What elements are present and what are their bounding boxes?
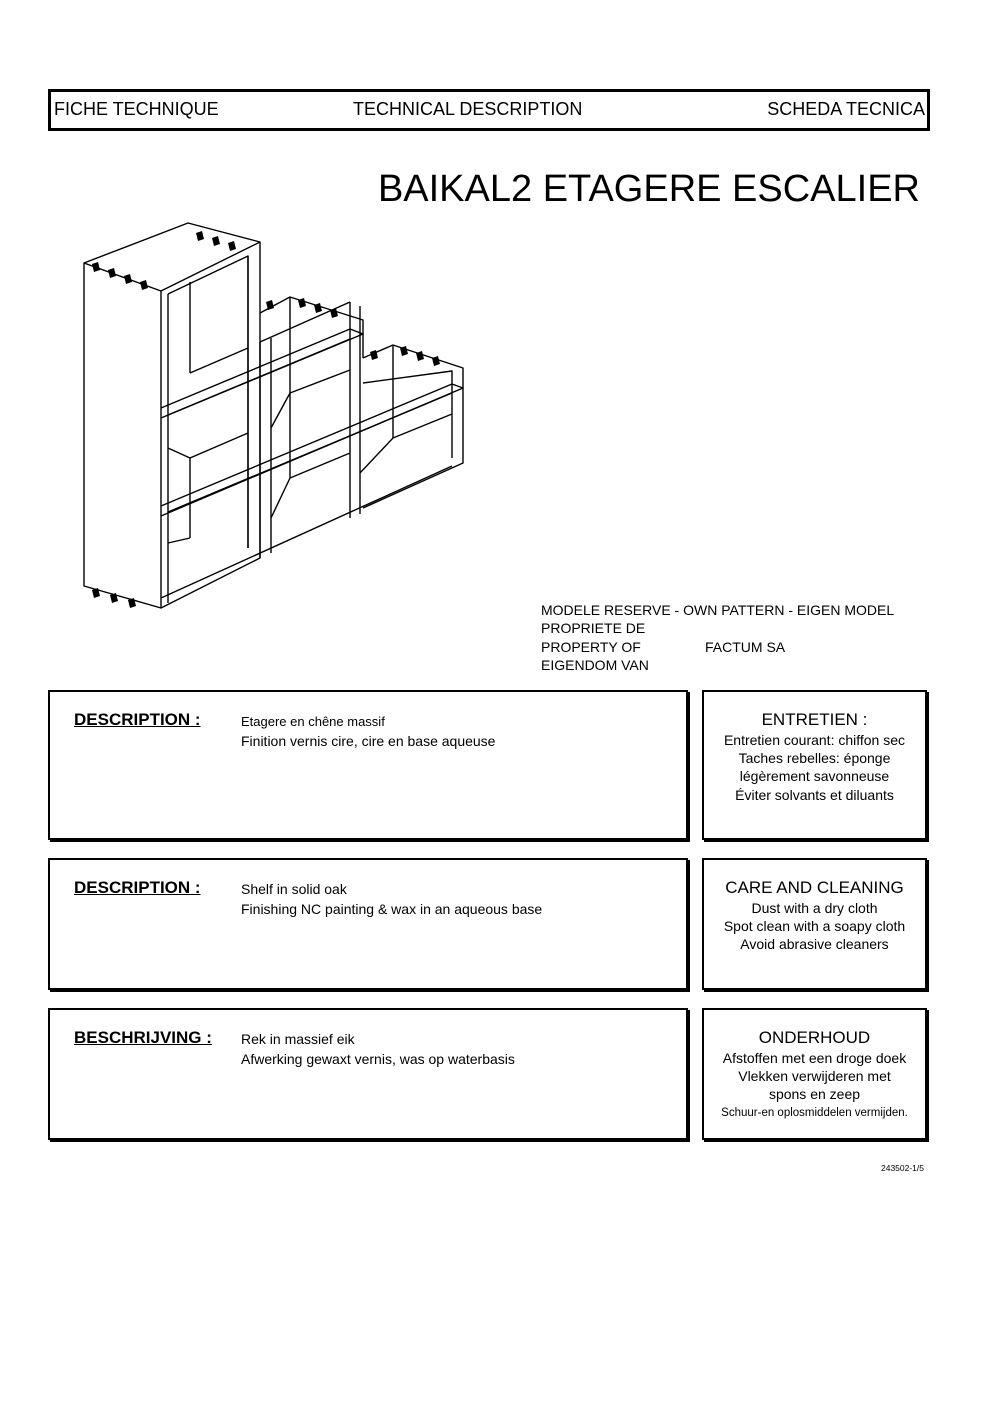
care-line: Entretien courant: chiffon sec	[723, 732, 906, 748]
description-text-en	[241, 880, 542, 919]
ownership-notice	[541, 601, 894, 674]
description-text-nl	[241, 1030, 515, 1069]
document-reference: 243502-1/5	[880, 1163, 924, 1173]
care-line: Afstoffen met een droge doek	[722, 1050, 907, 1066]
care-line: Spot clean with a soapy cloth	[723, 918, 906, 935]
care-heading-nl: ONDERHOUD	[758, 1028, 871, 1047]
description-line: Afwerking gewaxt vernis, was op waterbasis	[241, 1050, 515, 1067]
ownership-line-3-label: PROPERTY OF	[541, 638, 641, 655]
ownership-line-4: EIGENDOM VAN	[541, 656, 649, 673]
header-bar	[48, 89, 930, 131]
care-heading-fr: ENTRETIEN :	[761, 710, 868, 729]
header-right-label: SCHEDA TECNICA	[767, 99, 925, 119]
ownership-line-2: PROPRIETE DE	[541, 620, 646, 637]
tall-column-outline	[84, 223, 260, 608]
care-box-en	[702, 858, 927, 990]
shelf-drawing	[78, 218, 468, 618]
care-box-nl	[702, 1008, 927, 1140]
ownership-line-3	[541, 638, 894, 656]
care-box-fr	[702, 690, 927, 840]
care-line: Schuur-en oplosmiddelen vermijden.	[721, 1106, 908, 1119]
description-box-nl	[48, 1008, 688, 1140]
ownership-line-1: MODELE RESERVE - OWN PATTERN - EIGEN MODEL	[541, 602, 895, 618]
header-left-label: FICHE TECHNIQUE	[54, 99, 219, 119]
description-line: Finition vernis cire, cire en base aqueuse	[241, 732, 496, 749]
care-line: Taches rebelles: éponge	[738, 750, 891, 767]
care-line: spons en zeep	[768, 1086, 861, 1103]
care-text-nl	[704, 1049, 925, 1122]
care-text-en	[704, 899, 925, 954]
description-box-en	[48, 858, 688, 990]
middle-step-outline	[260, 297, 363, 358]
care-line: Avoid abrasive cleaners	[740, 936, 889, 953]
description-text-fr	[241, 712, 495, 751]
care-line: Éviter solvants et diluants	[735, 786, 894, 803]
care-line: Dust with a dry cloth	[751, 900, 878, 916]
header-center-label: TECHNICAL DESCRIPTION	[353, 99, 583, 119]
care-heading-en: CARE AND CLEANING	[725, 878, 904, 897]
care-line: Vlekken verwijderen met	[738, 1068, 891, 1085]
description-heading-en: DESCRIPTION :	[74, 878, 201, 897]
care-text-fr	[704, 731, 925, 804]
description-line: Rek in massief eik	[241, 1031, 355, 1047]
description-heading-fr: DESCRIPTION :	[74, 710, 201, 729]
product-title: BAIKAL2 ETAGERE ESCALIER	[377, 168, 920, 210]
description-line: Shelf in solid oak	[241, 881, 347, 897]
care-line: légèrement savonneuse	[739, 768, 890, 785]
description-heading-nl: BESCHRIJVING :	[74, 1028, 212, 1047]
owner-name: FACTUM SA	[705, 638, 786, 655]
description-line: Finishing NC painting & wax in an aqueous base	[241, 900, 543, 917]
description-line: Etagere en chêne massif	[241, 714, 385, 729]
description-box-fr	[48, 690, 688, 840]
